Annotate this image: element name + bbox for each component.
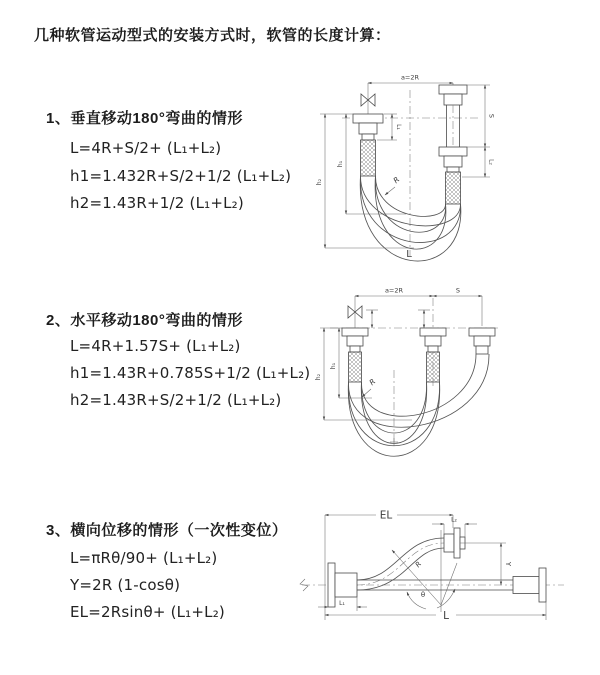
radius-callout [362,377,377,397]
diagram-horizontal-180-bend [312,282,600,462]
dim-label-R: R [391,174,402,186]
section3-formula-L: L=πRθ/90+ (L₁+L₂) [70,549,218,567]
section2-heading: 2、水平移动180°弯曲的情形 [46,312,243,329]
braided-hose-section [446,172,461,204]
diagram-vertical-180-bend [312,64,552,260]
braided-hose-section [349,352,362,382]
section1-formula-h2: h2=1.43R+1/2 (L₁+L₂) [70,194,244,212]
section3-formula-Y: Y=2R (1-cosθ) [70,576,181,594]
braided-hose-section [427,352,440,382]
dim-label-S: S [487,113,496,119]
dim-Y [460,543,512,585]
section3-heading: 3、横向位移的情形（一次性变位） [46,522,288,539]
dim-L [325,602,546,622]
dim-label-a2R: a=2R [400,73,420,82]
dim-label-EL: EL [379,509,393,522]
page-title: 几种软管运动型式的安装方式时，软管的长度计算： [34,27,391,44]
dim-label-L2: L₂ [451,516,457,524]
dim-label-h1: h₁ [330,362,337,370]
dim-label-R: R [413,560,424,570]
dim-label-L2: L₂ [487,159,495,165]
section1-formula-L: L=4R+S/2+ (L₁+L₂) [70,139,222,157]
displaced-hose-s-curve [357,528,465,590]
dim-h1-h2 [315,328,412,420]
dim-span-a2R [368,74,453,84]
section3-formula-EL: EL=2Rsinθ+ (L₁+L₂) [70,603,225,621]
dim-label-theta: θ [420,591,426,599]
dim-label-L: L [443,610,449,622]
dim-S-and-L2 [462,85,496,177]
section2-formula-L: L=4R+1.57S+ (L₁+L₂) [70,337,241,355]
section1-formula-h1: h1=1.432R+S/2+1/2 (L₁+L₂) [70,167,292,185]
dim-label-h1: h₁ [337,160,344,168]
right-pipe-moved-position [469,328,495,354]
hose-u-bends [348,354,489,456]
section1-heading: 1、垂直移动180°弯曲的情形 [46,110,243,127]
section2-formula-h1: h1=1.43R+0.785S+1/2 (L₁+L₂) [70,364,311,382]
left-pipe [342,328,368,382]
left-pipe [353,114,383,176]
right-pipe [439,85,467,204]
dim-L1 [318,597,367,611]
dim-label-L1: L₁ [395,124,402,130]
dim-label-h2: h₂ [315,373,322,381]
dim-label-S: S [455,286,461,295]
diagram-lateral-displacement [296,500,600,648]
dim-label-a2R: a=2R [384,286,404,295]
middle-pipe [420,328,446,382]
dim-label-R: R [367,376,378,388]
dim-label-L-bottom: L [406,249,412,260]
section2-formula-h2: h2=1.43R+S/2+1/2 (L₁+L₂) [70,391,282,409]
fitting-dim-marks [366,310,430,328]
braided-hose-section [361,140,376,176]
dim-span-a2R [355,287,482,297]
dim-label-h2: h₂ [316,178,323,186]
dim-label-Y: Y [504,561,512,567]
radius-callout [385,175,401,195]
dim-label-L1: L₁ [339,600,345,607]
radius-and-angle [392,550,457,609]
